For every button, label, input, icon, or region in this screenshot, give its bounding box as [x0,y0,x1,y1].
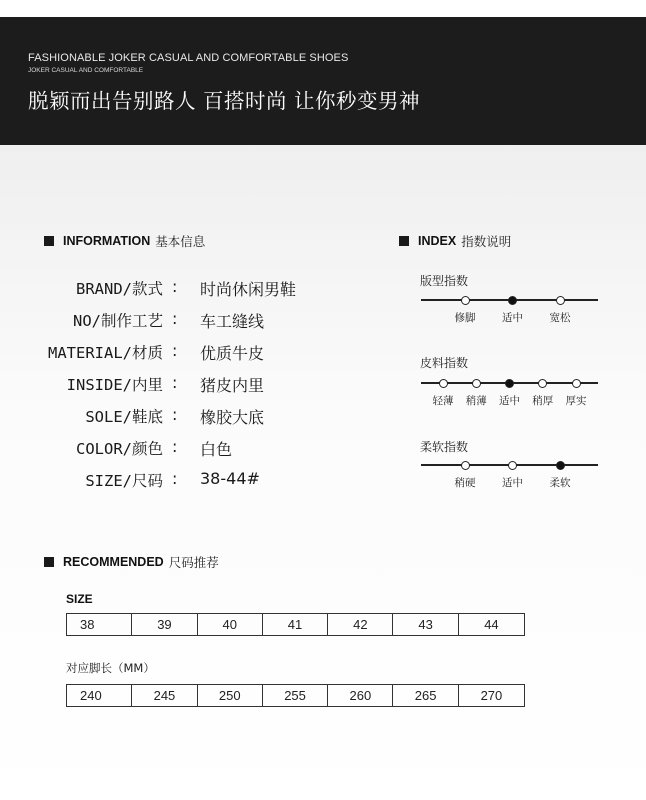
info-colon: : [172,341,178,360]
recommended-heading [44,553,219,571]
size-cell: 40 [198,614,263,635]
info-key: BRAND/款式 [76,280,163,298]
size-table-label: SIZE [66,592,93,606]
info-key: COLOR/颜色 [76,440,163,458]
size-cell: 44 [484,617,499,632]
square-bullet-icon [44,557,54,567]
info-value: 猪皮内里 [200,376,265,395]
info-colon: : [172,437,178,456]
info-value: 橡胶大底 [200,408,265,427]
scale-option-label: 适中 [502,477,523,489]
foot-length-cell: 240 [67,685,132,706]
header-title-en: FASHIONABLE JOKER CASUAL AND COMFORTABLE SHOES [28,52,349,64]
info-value: 时尚休闲男鞋 [200,280,297,299]
information-heading [44,232,205,250]
info-key: MATERIAL/材质 [48,344,163,362]
recommended-title-en: RECOMMENDED [63,555,164,569]
size-table [66,613,525,636]
index-heading [399,232,511,250]
info-value: 车工缝线 [200,312,265,331]
scale-dot-selected [508,296,517,305]
header-slogan: 脱颖而出告别路人 百搭时尚 让你秒变男神 [28,89,421,113]
index-title-en: INDEX [418,234,457,248]
info-row [0,405,646,429]
size-cell: 38 [67,614,132,635]
info-colon: : [172,309,178,328]
scale-option-label: 轻薄 [432,395,454,407]
info-key: SOLE/鞋底 [85,408,163,426]
foot-length-table [66,684,525,707]
scale-option-label: 适中 [502,312,523,324]
foot-length-cell: 270 [480,688,503,703]
info-colon: : [172,405,178,424]
size-cell: 43 [393,614,458,635]
index-scale-title: 版型指数 [420,274,469,288]
info-colon: : [172,277,178,296]
scale-dot-selected [505,379,514,388]
square-bullet-icon [399,236,409,246]
scale-dot [508,461,517,470]
info-colon: : [172,373,178,392]
info-key: INSIDE/内里 [66,376,163,394]
recommended-title-cn: 尺码推荐 [168,555,219,570]
foot-length-cell: 260 [328,685,393,706]
scale-dot-selected [556,461,565,470]
scale-dot [572,379,581,388]
index-title-cn: 指数说明 [461,234,512,249]
foot-length-cell: 255 [263,685,328,706]
scale-dot [538,379,547,388]
size-cell: 39 [132,614,197,635]
scale-option-label: 宽松 [549,312,571,324]
header-banner [0,17,646,145]
foot-length-cell: 265 [393,685,458,706]
foot-length-cell: 250 [198,685,263,706]
header-subtitle-en: JOKER CASUAL AND COMFORTABLE [28,67,144,74]
index-scale-title: 柔软指数 [420,440,469,454]
info-key: SIZE/尺码 [85,472,163,490]
info-row [0,341,646,365]
info-value: 优质牛皮 [200,344,265,363]
scale-dot [556,296,565,305]
information-title-cn: 基本信息 [155,234,206,249]
scale-dot [472,379,481,388]
information-title-en: INFORMATION [63,234,151,248]
size-cell: 41 [263,614,328,635]
info-key: NO/制作工艺 [73,312,163,330]
foot-length-label: 对应脚长（MM） [66,661,155,675]
scale-option-label: 稍硬 [454,477,476,489]
size-cell: 42 [328,614,393,635]
scale-option-label: 柔软 [549,477,571,489]
scale-option-label: 修脚 [454,312,476,324]
info-value: 38-44# [200,469,260,488]
info-value: 白色 [200,440,233,459]
info-row [0,277,646,301]
index-scale-title: 皮料指数 [420,356,469,370]
scale-option-label: 稍薄 [465,395,487,407]
foot-length-cell: 245 [132,685,197,706]
scale-dot [439,379,448,388]
scale-dot [461,296,470,305]
scale-option-label: 稍厚 [532,395,554,407]
info-colon: : [172,469,178,488]
scale-option-label: 适中 [499,395,520,407]
scale-dot [461,461,470,470]
info-row [0,437,646,461]
square-bullet-icon [44,236,54,246]
scale-option-label: 厚实 [565,395,587,407]
